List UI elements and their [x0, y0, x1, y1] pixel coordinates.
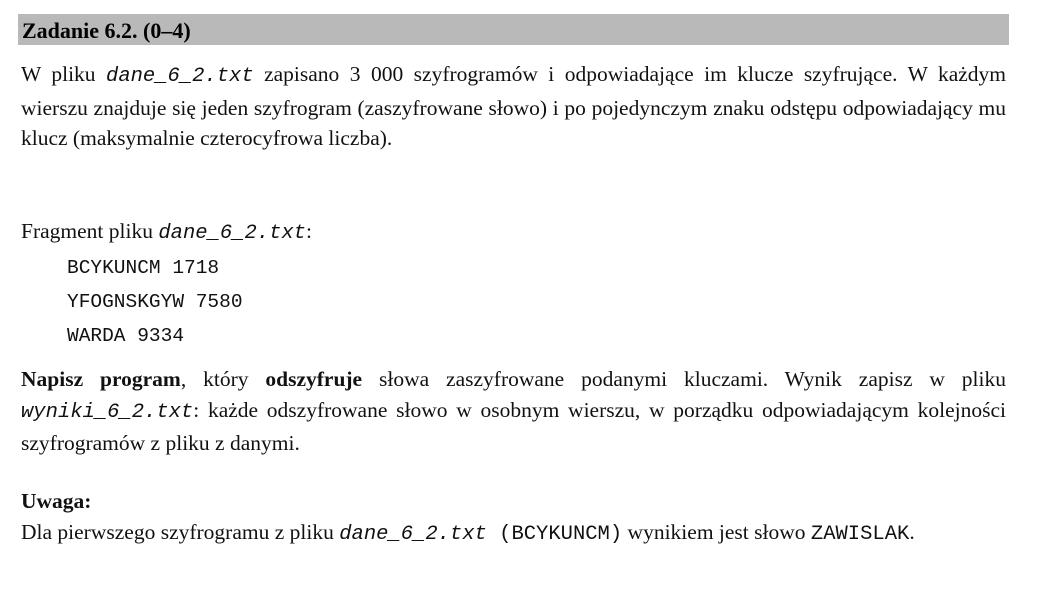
- intro-text-2: zapisano 3 000 szyfrogramów i odpowiadające im klucze szyfrujące. W każdym wierszu znajduje się jeden szyfrogram (zaszyfrowane słowo) i po pojedynczym znaku odstępu odpowiadający mu klucz (maksymalnie czterocyfrowa liczba).: [21, 62, 1007, 150]
- instruction-text-3: : każde odszyfrowane słowo w osobnym wierszu, w porządku odpowiadającym kolejności szyfrogramów z pliku z danymi.: [21, 397, 1006, 455]
- instruction-text-2: słowa zaszyfrowane podanymi kluczami. Wynik zapisz w pliku: [362, 367, 1007, 391]
- note-text-1: Dla pierwszego szyfrogramu z pliku: [21, 520, 340, 544]
- instruction-bold-1: Napisz program: [21, 367, 181, 391]
- fragment-line: YFOGNSKGYW 7580: [67, 291, 243, 313]
- fragment-filename: dane_6_2.txt: [158, 222, 306, 245]
- fragment-label-prefix: Fragment pliku: [21, 219, 159, 243]
- fragment-line: WARDA 9334: [67, 325, 185, 347]
- intro-filename: dane_6_2.txt: [106, 65, 254, 88]
- fragment-line: BCYKUNCM 1718: [67, 257, 220, 279]
- instruction-bold-2: odszyfruje: [265, 367, 363, 391]
- note-text-3: .: [909, 520, 915, 544]
- fragment-label-suffix: :: [305, 219, 312, 243]
- file-fragment-block: [67, 251, 243, 353]
- intro-text-1: W pliku: [21, 62, 107, 86]
- note-code: (BCYKUNCM): [486, 523, 623, 546]
- note-title: Uwaga:: [21, 489, 92, 513]
- note-paragraph: [21, 517, 1006, 551]
- task-title: Zadanie 6.2. (0–4): [22, 18, 191, 43]
- task-intro-paragraph: [21, 59, 1006, 154]
- instruction-text-1: , który: [180, 367, 266, 391]
- task-instruction-paragraph: [21, 364, 1006, 459]
- note-filename: dane_6_2.txt: [339, 523, 487, 546]
- output-filename: wyniki_6_2.txt: [21, 400, 194, 424]
- note-result: ZAWISLAK: [810, 523, 910, 546]
- note-text-2: wynikiem jest słowo: [622, 520, 811, 544]
- fragment-label: [21, 216, 1006, 250]
